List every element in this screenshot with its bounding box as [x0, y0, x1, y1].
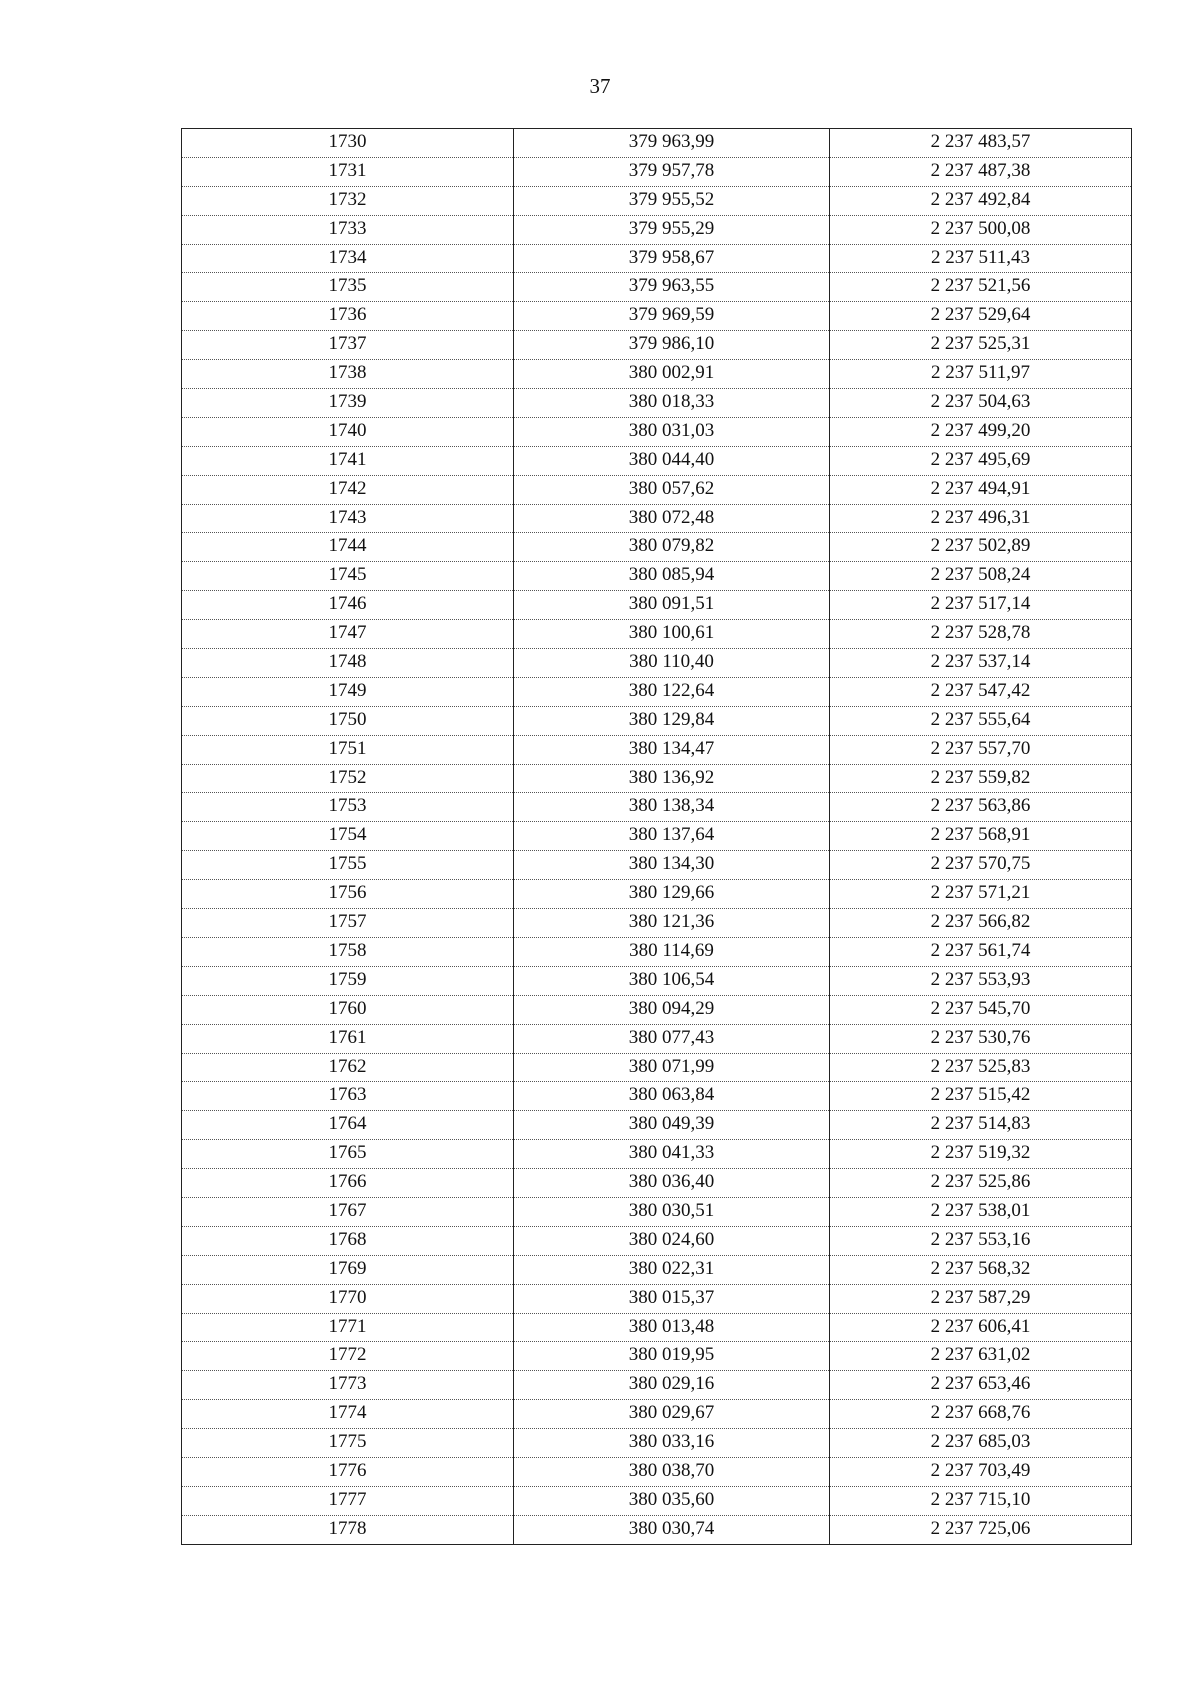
- point-number-cell: 1753: [182, 793, 514, 822]
- y-coordinate-cell: 2 237 668,76: [830, 1400, 1132, 1429]
- point-number-cell: 1762: [182, 1053, 514, 1082]
- point-number-cell: 1735: [182, 273, 514, 302]
- table-row: [182, 1197, 1132, 1226]
- table-row: [182, 1255, 1132, 1284]
- x-coordinate-cell: 380 106,54: [514, 966, 830, 995]
- x-coordinate-cell: 380 136,92: [514, 764, 830, 793]
- y-coordinate-cell: 2 237 525,31: [830, 331, 1132, 360]
- y-coordinate-cell: 2 237 517,14: [830, 591, 1132, 620]
- point-number-cell: 1732: [182, 186, 514, 215]
- point-number-cell: 1752: [182, 764, 514, 793]
- y-coordinate-cell: 2 237 504,63: [830, 389, 1132, 418]
- point-number-cell: 1771: [182, 1313, 514, 1342]
- page-number: 37: [589, 74, 611, 98]
- point-number-cell: 1754: [182, 822, 514, 851]
- y-coordinate-cell: 2 237 537,14: [830, 649, 1132, 678]
- y-coordinate-cell: 2 237 514,83: [830, 1111, 1132, 1140]
- x-coordinate-cell: 380 024,60: [514, 1226, 830, 1255]
- x-coordinate-cell: 380 036,40: [514, 1169, 830, 1198]
- x-coordinate-cell: 380 030,74: [514, 1515, 830, 1544]
- x-coordinate-cell: 379 957,78: [514, 157, 830, 186]
- x-coordinate-cell: 380 129,84: [514, 706, 830, 735]
- x-coordinate-cell: 380 085,94: [514, 562, 830, 591]
- table-row: [182, 1284, 1132, 1313]
- table-row: [182, 1082, 1132, 1111]
- point-number-cell: 1766: [182, 1169, 514, 1198]
- x-coordinate-cell: 380 033,16: [514, 1429, 830, 1458]
- point-number-cell: 1731: [182, 157, 514, 186]
- table-row: [182, 360, 1132, 389]
- table-row: [182, 1111, 1132, 1140]
- point-number-cell: 1761: [182, 1024, 514, 1053]
- y-coordinate-cell: 2 237 725,06: [830, 1515, 1132, 1544]
- y-coordinate-cell: 2 237 557,70: [830, 735, 1132, 764]
- point-number-cell: 1747: [182, 620, 514, 649]
- y-coordinate-cell: 2 237 525,86: [830, 1169, 1132, 1198]
- table-row: [182, 273, 1132, 302]
- x-coordinate-cell: 380 031,03: [514, 417, 830, 446]
- x-coordinate-cell: 380 002,91: [514, 360, 830, 389]
- x-coordinate-cell: 379 986,10: [514, 331, 830, 360]
- table-row: [182, 1429, 1132, 1458]
- table-row: [182, 533, 1132, 562]
- point-number-cell: 1733: [182, 215, 514, 244]
- x-coordinate-cell: 380 121,36: [514, 909, 830, 938]
- x-coordinate-cell: 380 110,40: [514, 649, 830, 678]
- y-coordinate-cell: 2 237 571,21: [830, 880, 1132, 909]
- point-number-cell: 1751: [182, 735, 514, 764]
- x-coordinate-cell: 380 100,61: [514, 620, 830, 649]
- point-number-cell: 1750: [182, 706, 514, 735]
- x-coordinate-cell: 380 134,47: [514, 735, 830, 764]
- x-coordinate-cell: 380 079,82: [514, 533, 830, 562]
- y-coordinate-cell: 2 237 515,42: [830, 1082, 1132, 1111]
- table-row: [182, 446, 1132, 475]
- x-coordinate-cell: 380 041,33: [514, 1140, 830, 1169]
- table-row: [182, 1024, 1132, 1053]
- x-coordinate-cell: 380 038,70: [514, 1457, 830, 1486]
- x-coordinate-cell: 380 091,51: [514, 591, 830, 620]
- table-row: [182, 1169, 1132, 1198]
- point-number-cell: 1743: [182, 504, 514, 533]
- table-row: [182, 1400, 1132, 1429]
- point-number-cell: 1744: [182, 533, 514, 562]
- y-coordinate-cell: 2 237 685,03: [830, 1429, 1132, 1458]
- y-coordinate-cell: 2 237 563,86: [830, 793, 1132, 822]
- table-row: [182, 129, 1132, 158]
- x-coordinate-cell: 380 134,30: [514, 851, 830, 880]
- x-coordinate-cell: 380 044,40: [514, 446, 830, 475]
- y-coordinate-cell: 2 237 553,93: [830, 966, 1132, 995]
- x-coordinate-cell: 380 029,16: [514, 1371, 830, 1400]
- y-coordinate-cell: 2 237 492,84: [830, 186, 1132, 215]
- y-coordinate-cell: 2 237 528,78: [830, 620, 1132, 649]
- x-coordinate-cell: 380 063,84: [514, 1082, 830, 1111]
- y-coordinate-cell: 2 237 511,97: [830, 360, 1132, 389]
- x-coordinate-cell: 380 077,43: [514, 1024, 830, 1053]
- point-number-cell: 1748: [182, 649, 514, 678]
- x-coordinate-cell: 379 958,67: [514, 244, 830, 273]
- y-coordinate-cell: 2 237 508,24: [830, 562, 1132, 591]
- y-coordinate-cell: 2 237 568,32: [830, 1255, 1132, 1284]
- point-number-cell: 1776: [182, 1457, 514, 1486]
- table-row: [182, 302, 1132, 331]
- point-number-cell: 1730: [182, 129, 514, 158]
- table-row: [182, 417, 1132, 446]
- point-number-cell: 1737: [182, 331, 514, 360]
- point-number-cell: 1765: [182, 1140, 514, 1169]
- x-coordinate-cell: 380 129,66: [514, 880, 830, 909]
- point-number-cell: 1738: [182, 360, 514, 389]
- x-coordinate-cell: 380 019,95: [514, 1342, 830, 1371]
- y-coordinate-cell: 2 237 559,82: [830, 764, 1132, 793]
- y-coordinate-cell: 2 237 566,82: [830, 909, 1132, 938]
- x-coordinate-cell: 380 122,64: [514, 677, 830, 706]
- table-row: [182, 1226, 1132, 1255]
- point-number-cell: 1769: [182, 1255, 514, 1284]
- x-coordinate-cell: 380 072,48: [514, 504, 830, 533]
- x-coordinate-cell: 380 030,51: [514, 1197, 830, 1226]
- x-coordinate-cell: 379 955,52: [514, 186, 830, 215]
- table-row: [182, 793, 1132, 822]
- y-coordinate-cell: 2 237 495,69: [830, 446, 1132, 475]
- table-row: [182, 562, 1132, 591]
- x-coordinate-cell: 379 963,55: [514, 273, 830, 302]
- y-coordinate-cell: 2 237 631,02: [830, 1342, 1132, 1371]
- point-number-cell: 1768: [182, 1226, 514, 1255]
- table-row: [182, 157, 1132, 186]
- y-coordinate-cell: 2 237 715,10: [830, 1486, 1132, 1515]
- y-coordinate-cell: 2 237 502,89: [830, 533, 1132, 562]
- table-row: [182, 1140, 1132, 1169]
- point-number-cell: 1742: [182, 475, 514, 504]
- x-coordinate-cell: 380 094,29: [514, 995, 830, 1024]
- table-row: [182, 1515, 1132, 1544]
- point-number-cell: 1736: [182, 302, 514, 331]
- point-number-cell: 1774: [182, 1400, 514, 1429]
- table-row: [182, 677, 1132, 706]
- point-number-cell: 1772: [182, 1342, 514, 1371]
- table-row: [182, 1053, 1132, 1082]
- point-number-cell: 1749: [182, 677, 514, 706]
- y-coordinate-cell: 2 237 553,16: [830, 1226, 1132, 1255]
- y-coordinate-cell: 2 237 500,08: [830, 215, 1132, 244]
- table-row: [182, 1342, 1132, 1371]
- x-coordinate-cell: 380 035,60: [514, 1486, 830, 1515]
- table-row: [182, 331, 1132, 360]
- y-coordinate-cell: 2 237 530,76: [830, 1024, 1132, 1053]
- y-coordinate-cell: 2 237 496,31: [830, 504, 1132, 533]
- y-coordinate-cell: 2 237 545,70: [830, 995, 1132, 1024]
- y-coordinate-cell: 2 237 521,56: [830, 273, 1132, 302]
- table-row: [182, 215, 1132, 244]
- y-coordinate-cell: 2 237 547,42: [830, 677, 1132, 706]
- point-number-cell: 1757: [182, 909, 514, 938]
- table-row: [182, 1457, 1132, 1486]
- point-number-cell: 1770: [182, 1284, 514, 1313]
- x-coordinate-cell: 379 963,99: [514, 129, 830, 158]
- y-coordinate-cell: 2 237 499,20: [830, 417, 1132, 446]
- table-row: [182, 186, 1132, 215]
- table-row: [182, 937, 1132, 966]
- x-coordinate-cell: 380 013,48: [514, 1313, 830, 1342]
- coordinates-table: [181, 128, 1132, 1545]
- y-coordinate-cell: 2 237 519,32: [830, 1140, 1132, 1169]
- y-coordinate-cell: 2 237 555,64: [830, 706, 1132, 735]
- table-row: [182, 851, 1132, 880]
- point-number-cell: 1773: [182, 1371, 514, 1400]
- point-number-cell: 1740: [182, 417, 514, 446]
- point-number-cell: 1775: [182, 1429, 514, 1458]
- table-row: [182, 822, 1132, 851]
- y-coordinate-cell: 2 237 483,57: [830, 129, 1132, 158]
- point-number-cell: 1760: [182, 995, 514, 1024]
- table-row: [182, 764, 1132, 793]
- y-coordinate-cell: 2 237 570,75: [830, 851, 1132, 880]
- table-row: [182, 244, 1132, 273]
- table-row: [182, 909, 1132, 938]
- point-number-cell: 1756: [182, 880, 514, 909]
- point-number-cell: 1778: [182, 1515, 514, 1544]
- x-coordinate-cell: 380 029,67: [514, 1400, 830, 1429]
- y-coordinate-cell: 2 237 561,74: [830, 937, 1132, 966]
- point-number-cell: 1746: [182, 591, 514, 620]
- point-number-cell: 1758: [182, 937, 514, 966]
- coordinates-table-body: [182, 129, 1132, 1545]
- x-coordinate-cell: 380 015,37: [514, 1284, 830, 1313]
- table-row: [182, 880, 1132, 909]
- point-number-cell: 1763: [182, 1082, 514, 1111]
- point-number-cell: 1734: [182, 244, 514, 273]
- point-number-cell: 1755: [182, 851, 514, 880]
- point-number-cell: 1739: [182, 389, 514, 418]
- table-row: [182, 389, 1132, 418]
- x-coordinate-cell: 380 018,33: [514, 389, 830, 418]
- table-row: [182, 1313, 1132, 1342]
- x-coordinate-cell: 380 022,31: [514, 1255, 830, 1284]
- y-coordinate-cell: 2 237 587,29: [830, 1284, 1132, 1313]
- y-coordinate-cell: 2 237 511,43: [830, 244, 1132, 273]
- point-number-cell: 1767: [182, 1197, 514, 1226]
- table-row: [182, 1486, 1132, 1515]
- table-row: [182, 706, 1132, 735]
- y-coordinate-cell: 2 237 529,64: [830, 302, 1132, 331]
- y-coordinate-cell: 2 237 703,49: [830, 1457, 1132, 1486]
- table-row: [182, 966, 1132, 995]
- point-number-cell: 1764: [182, 1111, 514, 1140]
- y-coordinate-cell: 2 237 606,41: [830, 1313, 1132, 1342]
- table-row: [182, 735, 1132, 764]
- table-row: [182, 504, 1132, 533]
- table-row: [182, 591, 1132, 620]
- x-coordinate-cell: 380 137,64: [514, 822, 830, 851]
- table-row: [182, 475, 1132, 504]
- y-coordinate-cell: 2 237 538,01: [830, 1197, 1132, 1226]
- x-coordinate-cell: 380 138,34: [514, 793, 830, 822]
- table-row: [182, 649, 1132, 678]
- point-number-cell: 1777: [182, 1486, 514, 1515]
- point-number-cell: 1759: [182, 966, 514, 995]
- point-number-cell: 1741: [182, 446, 514, 475]
- y-coordinate-cell: 2 237 494,91: [830, 475, 1132, 504]
- y-coordinate-cell: 2 237 487,38: [830, 157, 1132, 186]
- table-row: [182, 620, 1132, 649]
- table-row: [182, 995, 1132, 1024]
- y-coordinate-cell: 2 237 525,83: [830, 1053, 1132, 1082]
- x-coordinate-cell: 379 969,59: [514, 302, 830, 331]
- y-coordinate-cell: 2 237 653,46: [830, 1371, 1132, 1400]
- x-coordinate-cell: 380 057,62: [514, 475, 830, 504]
- x-coordinate-cell: 380 114,69: [514, 937, 830, 966]
- x-coordinate-cell: 380 049,39: [514, 1111, 830, 1140]
- x-coordinate-cell: 379 955,29: [514, 215, 830, 244]
- point-number-cell: 1745: [182, 562, 514, 591]
- y-coordinate-cell: 2 237 568,91: [830, 822, 1132, 851]
- x-coordinate-cell: 380 071,99: [514, 1053, 830, 1082]
- table-row: [182, 1371, 1132, 1400]
